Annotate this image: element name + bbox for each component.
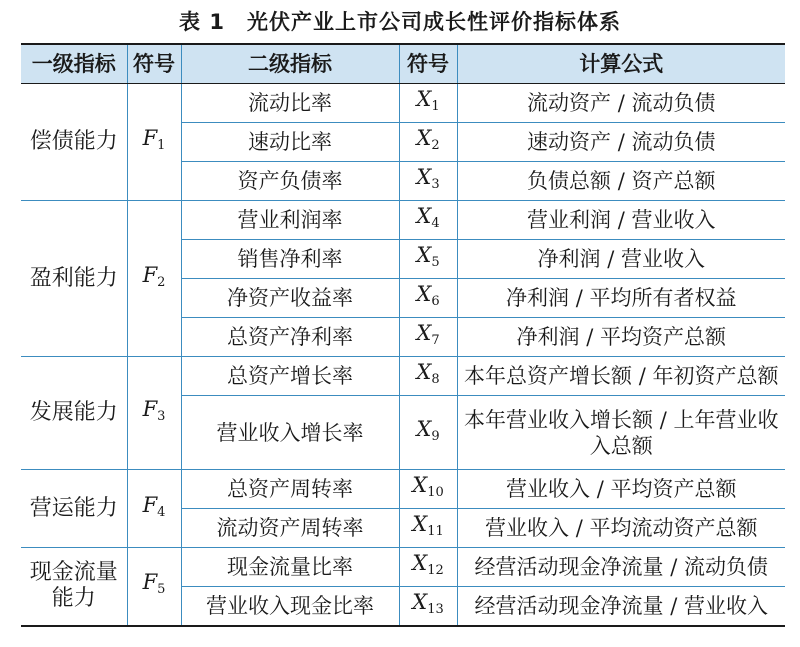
symbol-letter: X xyxy=(412,512,428,536)
table-row xyxy=(21,201,785,240)
primary-symbol xyxy=(127,357,181,470)
secondary-indicator: 营业收入增长率 xyxy=(181,396,399,470)
symbol-letter: X xyxy=(416,243,432,267)
symbol-letter: X xyxy=(412,589,428,614)
symbol-letter: X xyxy=(412,551,428,575)
symbol-subscript: 2 xyxy=(431,138,440,153)
secondary-indicator: 速动比率 xyxy=(181,123,399,162)
formula-cell: 经营活动现金净流量 / 营业收入 xyxy=(474,593,768,618)
table-row xyxy=(21,84,785,123)
header-cell: 二级指标 xyxy=(181,44,399,84)
secondary-symbol xyxy=(399,162,457,201)
symbol-subscript: 11 xyxy=(427,524,444,539)
symbol-subscript: 6 xyxy=(431,294,440,309)
secondary-indicator: 资产负债率 xyxy=(181,162,399,201)
primary-symbol xyxy=(127,548,181,626)
symbol-subscript: 5 xyxy=(431,255,440,270)
symbol-letter: X xyxy=(416,282,432,306)
symbol-letter: X xyxy=(416,360,432,384)
formula-cell: 流动资产 / 流动负债 xyxy=(457,84,785,123)
secondary-indicator: 营业收入现金比率 xyxy=(181,587,399,626)
formula-cell: 营业收入 / 平均流动资产总额 xyxy=(457,509,785,548)
primary-indicator: 现金流量能力 xyxy=(21,548,127,626)
symbol-letter: X xyxy=(416,165,432,189)
secondary-indicator: 流动资产周转率 xyxy=(181,509,399,548)
symbol-letter: X xyxy=(416,321,432,345)
symbol-letter: F xyxy=(142,262,158,287)
symbol-subscript: 10 xyxy=(427,485,444,500)
secondary-symbol xyxy=(399,279,457,318)
symbol-subscript: 3 xyxy=(431,177,440,192)
symbol-subscript: 3 xyxy=(157,409,166,424)
secondary-symbol xyxy=(399,396,457,470)
formula-cell: 经营活动现金净流量 / 流动负债 xyxy=(457,548,785,587)
table-row xyxy=(21,548,785,587)
secondary-indicator: 总资产周转率 xyxy=(181,470,399,509)
header-cell: 一级指标 xyxy=(21,44,127,84)
symbol-letter: F xyxy=(142,126,158,150)
primary-symbol xyxy=(127,470,181,548)
secondary-symbol xyxy=(399,548,457,587)
formula-cell: 净利润 / 平均资产总额 xyxy=(457,318,785,357)
secondary-indicator: 流动比率 xyxy=(181,84,399,123)
secondary-symbol xyxy=(399,123,457,162)
indicator-table xyxy=(21,43,785,627)
symbol-letter: F xyxy=(142,492,158,517)
symbol-subscript: 13 xyxy=(427,601,444,617)
symbol-letter: F xyxy=(142,397,158,421)
secondary-symbol xyxy=(399,509,457,548)
table-row xyxy=(21,357,785,396)
primary-indicator: 偿债能力 xyxy=(21,84,127,201)
symbol-letter: X xyxy=(416,87,432,111)
formula-cell: 负债总额 / 资产总额 xyxy=(457,162,785,201)
formula-cell: 本年营业收入增长额 / 上年营业收入总额 xyxy=(457,396,785,470)
symbol-letter: X xyxy=(416,204,432,228)
primary-symbol xyxy=(127,201,181,357)
primary-indicator: 营运能力 xyxy=(21,470,127,548)
symbol-subscript: 7 xyxy=(431,333,440,348)
secondary-indicator: 总资产增长率 xyxy=(181,357,399,396)
symbol-subscript: 8 xyxy=(431,372,440,387)
symbol-subscript: 4 xyxy=(431,216,440,231)
symbol-subscript: 1 xyxy=(431,99,440,114)
secondary-indicator: 净资产收益率 xyxy=(181,279,399,318)
secondary-symbol xyxy=(399,318,457,357)
secondary-indicator: 现金流量比率 xyxy=(181,548,399,587)
secondary-symbol xyxy=(399,201,457,240)
formula-cell: 营业利润 / 营业收入 xyxy=(457,201,785,240)
secondary-symbol xyxy=(399,84,457,123)
symbol-letter: X xyxy=(416,126,432,150)
formula-cell: 净利润 / 平均所有者权益 xyxy=(457,279,785,318)
formula-cell: 本年总资产增长额 / 年初资产总额 xyxy=(457,357,785,396)
symbol-subscript: 2 xyxy=(157,274,166,290)
formula-cell: 营业收入 / 平均资产总额 xyxy=(457,470,785,509)
primary-indicator: 发展能力 xyxy=(21,357,127,470)
header-cell: 计算公式 xyxy=(457,44,785,84)
secondary-symbol xyxy=(399,357,457,396)
formula-cell: 速动资产 / 流动负债 xyxy=(457,123,785,162)
symbol-subscript: 1 xyxy=(157,138,166,153)
header-cell: 符号 xyxy=(399,44,457,84)
symbol-subscript: 12 xyxy=(427,563,444,578)
secondary-symbol xyxy=(399,470,457,509)
header-row xyxy=(21,44,785,84)
table-number: 表 1 xyxy=(179,10,225,34)
secondary-indicator: 销售净利率 xyxy=(181,240,399,279)
table-body xyxy=(21,84,785,626)
table-caption xyxy=(0,6,800,38)
secondary-indicator: 营业利润率 xyxy=(181,201,399,240)
symbol-subscript: 5 xyxy=(157,582,166,598)
symbol-letter: X xyxy=(412,473,428,497)
formula-cell: 净利润 / 营业收入 xyxy=(457,240,785,279)
primary-symbol xyxy=(127,84,181,201)
primary-indicator: 盈利能力 xyxy=(21,201,127,357)
symbol-subscript: 4 xyxy=(157,504,166,520)
table-row xyxy=(21,470,785,509)
symbol-subscript: 9 xyxy=(431,428,440,444)
secondary-indicator: 总资产净利率 xyxy=(181,318,399,357)
symbol-letter: X xyxy=(416,416,432,441)
header-cell: 符号 xyxy=(127,44,181,84)
secondary-symbol xyxy=(399,240,457,279)
symbol-letter: F xyxy=(142,570,158,595)
table-title: 光伏产业上市公司成长性评价指标体系 xyxy=(246,10,621,34)
secondary-symbol xyxy=(399,587,457,626)
